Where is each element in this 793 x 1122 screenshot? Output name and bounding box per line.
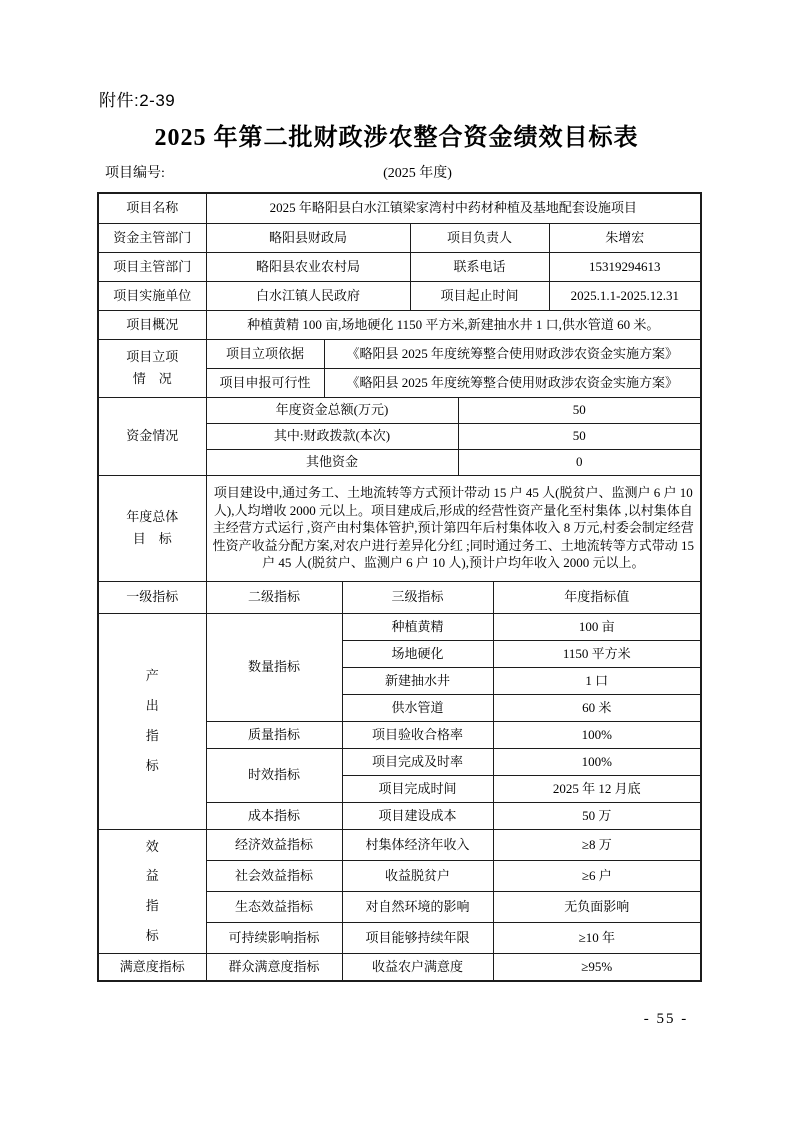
fund-dept-value: 略阳县财政局 xyxy=(206,223,410,252)
attachment-label: 附件:2-39 xyxy=(99,91,176,110)
project-dept-label: 项目主管部门 xyxy=(98,252,206,281)
sustainability-indicator-label: 可持续影响指标 xyxy=(206,922,342,953)
benefit-indicator-label xyxy=(98,829,206,954)
annual-goal-label-line2: 目 标 xyxy=(132,531,172,546)
indicator-name: 项目能够持续年限 xyxy=(342,922,493,953)
approval-section-label xyxy=(98,339,206,397)
phone-label: 联系电话 xyxy=(410,252,549,281)
project-number-label: 项目编号: xyxy=(105,166,165,181)
indicator-header-row xyxy=(98,581,701,613)
quantity-indicator-label: 数量指标 xyxy=(206,613,342,721)
approval-feasibility-label: 项目申报可行性 xyxy=(206,368,324,397)
funding-other-value: 0 xyxy=(458,449,701,475)
indicator-name: 收益农户满意度 xyxy=(342,954,493,981)
table-row xyxy=(98,223,701,252)
overview-value: 种植黄精 100 亩,场地硬化 1150 平方米,新建抽水井 1 口,供水管道 60 米。 xyxy=(206,310,701,339)
indicator-name: 供水管道 xyxy=(342,694,493,721)
indicator-header-level2: 二级指标 xyxy=(206,581,342,613)
indicator-name: 种植黄精 xyxy=(342,613,493,640)
funding-fiscal-value: 50 xyxy=(458,423,701,449)
project-period-value: 2025.1.1-2025.12.31 xyxy=(549,281,701,310)
indicator-row xyxy=(98,829,701,860)
project-name-label: 项目名称 xyxy=(98,193,206,223)
implement-unit-label: 项目实施单位 xyxy=(98,281,206,310)
table-row xyxy=(98,252,701,281)
indicator-value: ≥95% xyxy=(493,954,701,981)
economic-benefit-label: 经济效益指标 xyxy=(206,829,342,860)
table-row xyxy=(98,281,701,310)
approval-basis-value: 《略阳县 2025 年度统筹整合使用财政涉农资金实施方案》 xyxy=(324,339,701,368)
indicator-row xyxy=(98,954,701,981)
benefit-indicator-vertical-text: 效益指标 xyxy=(145,838,159,944)
project-leader-value: 朱增宏 xyxy=(549,223,701,252)
social-benefit-label: 社会效益指标 xyxy=(206,860,342,891)
indicator-value: ≥8 万 xyxy=(493,829,701,860)
annual-goal-label xyxy=(98,475,206,581)
indicator-name: 场地硬化 xyxy=(342,640,493,667)
indicator-value: ≥10 年 xyxy=(493,922,701,953)
indicator-name: 村集体经济年收入 xyxy=(342,829,493,860)
indicator-value: 2025 年 12 月底 xyxy=(493,775,701,802)
public-satisfaction-label: 群众满意度指标 xyxy=(206,954,342,981)
indicator-value: 50 万 xyxy=(493,802,701,829)
approval-feasibility-value: 《略阳县 2025 年度统筹整合使用财政涉农资金实施方案》 xyxy=(324,368,701,397)
project-period-label: 项目起止时间 xyxy=(410,281,549,310)
indicator-name: 项目建设成本 xyxy=(342,802,493,829)
indicator-value: ≥6 户 xyxy=(493,860,701,891)
indicator-value: 1150 平方米 xyxy=(493,640,701,667)
meta-row xyxy=(0,162,793,182)
indicator-header-value: 年度指标值 xyxy=(493,581,701,613)
output-indicator-vertical-text: 产出指标 xyxy=(145,668,159,773)
project-leader-label: 项目负责人 xyxy=(410,223,549,252)
indicator-value: 60 米 xyxy=(493,694,701,721)
timeliness-indicator-label: 时效指标 xyxy=(206,748,342,802)
table-row xyxy=(98,310,701,339)
approval-label-line2: 情 况 xyxy=(132,371,172,386)
table-row xyxy=(98,339,701,368)
performance-target-table xyxy=(97,192,702,982)
table-row xyxy=(98,193,701,223)
funding-fiscal-label: 其中:财政拨款(本次) xyxy=(206,423,458,449)
indicator-row xyxy=(98,613,701,640)
implement-unit-value: 白水江镇人民政府 xyxy=(206,281,410,310)
indicator-header-level3: 三级指标 xyxy=(342,581,493,613)
funding-other-label: 其他资金 xyxy=(206,449,458,475)
fund-dept-label: 资金主管部门 xyxy=(98,223,206,252)
project-name-value: 2025 年略阳县白水江镇梁家湾村中药材种植及基地配套设施项目 xyxy=(206,193,701,223)
page-number: - 55 - xyxy=(643,1011,689,1027)
annual-goal-value: 项目建设中,通过务工、土地流转等方式预计带动 15 户 45 人(脱贫户、监测户 6 户 10 人),人均增收 2000 元以上。项目建成后,形成的经营性资产量化至村集体 ,以村集体自主经营方式运行 ,资产由村集体管护,预计第四年后村集体收入 8 万元,村委会制定经营性资产收益分配方案,对农户进行差异化分红 ;同时通过务工、土地流转等方式带动 15 户 45 人(脱贫户、监测户 6 户 10 人),预计户均年收入 2000 元以上。 xyxy=(206,475,701,581)
phone-value: 15319294613 xyxy=(549,252,701,281)
indicator-header-level1: 一级指标 xyxy=(98,581,206,613)
indicator-name: 收益脱贫户 xyxy=(342,860,493,891)
annual-goal-label-line1: 年度总体 xyxy=(126,508,179,524)
approval-basis-label: 项目立项依据 xyxy=(206,339,324,368)
indicator-name: 项目验收合格率 xyxy=(342,721,493,748)
indicator-name: 项目完成及时率 xyxy=(342,748,493,775)
quality-indicator-label: 质量指标 xyxy=(206,721,342,748)
indicator-value: 无负面影响 xyxy=(493,891,701,922)
indicator-value: 100% xyxy=(493,748,701,775)
output-indicator-label xyxy=(98,613,206,829)
cost-indicator-label: 成本指标 xyxy=(206,802,342,829)
indicator-value: 100 亩 xyxy=(493,613,701,640)
satisfaction-indicator-label: 满意度指标 xyxy=(98,954,206,981)
overview-label: 项目概况 xyxy=(98,310,206,339)
funding-total-value: 50 xyxy=(458,397,701,423)
indicator-value: 1 口 xyxy=(493,667,701,694)
indicator-value: 100% xyxy=(493,721,701,748)
project-dept-value: 略阳县农业农村局 xyxy=(206,252,410,281)
document-title: 2025 年第二批财政涉农整合资金绩效目标表 xyxy=(154,125,639,151)
indicator-name: 项目完成时间 xyxy=(342,775,493,802)
funding-total-label: 年度资金总额(万元) xyxy=(206,397,458,423)
funding-section-label: 资金情况 xyxy=(98,397,206,475)
table-row xyxy=(98,397,701,423)
table-row xyxy=(98,475,701,581)
ecological-benefit-label: 生态效益指标 xyxy=(206,891,342,922)
indicator-name: 对自然环境的影响 xyxy=(342,891,493,922)
year-label: (2025 年度) xyxy=(383,166,452,181)
approval-label-line1: 项目立项 xyxy=(126,348,179,364)
indicator-name: 新建抽水井 xyxy=(342,667,493,694)
